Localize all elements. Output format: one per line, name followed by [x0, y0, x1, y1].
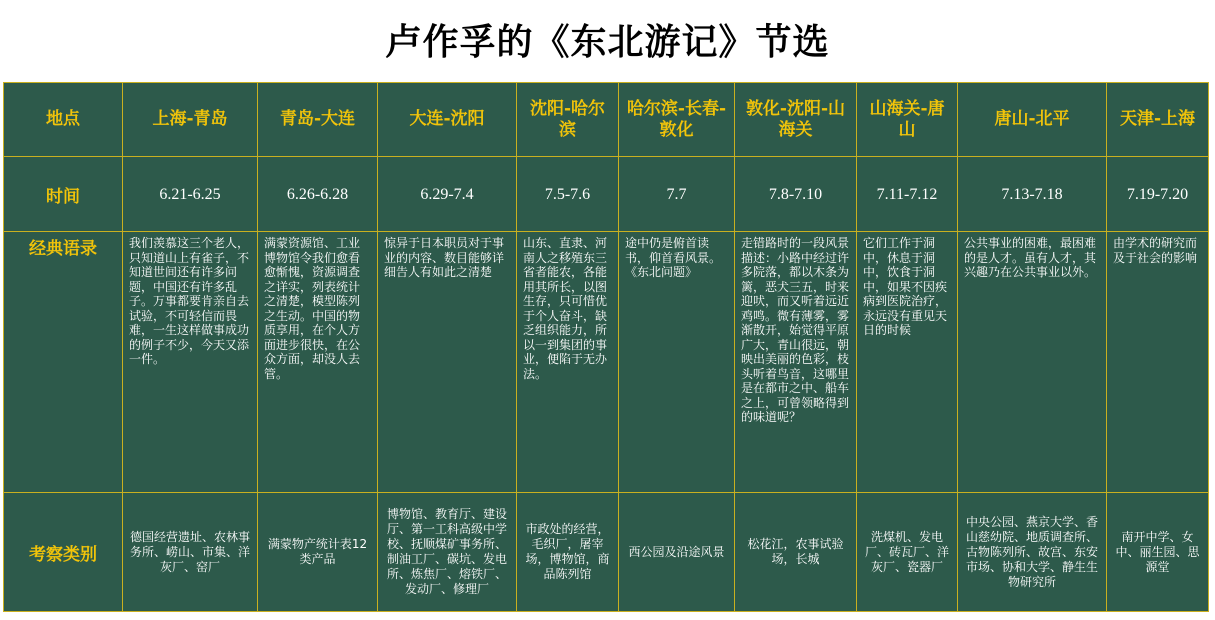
- category-text: 中央公园、燕京大学、香山慈幼院、地质调查所、古物陈列所、故宫、东安市场、协和大学、静生生物研究所: [965, 514, 1098, 589]
- date-range: 6.29-7.4: [420, 186, 474, 203]
- category-text: 博物馆、教育厅、建设厅、第一工科高级中学校、抚顺煤矿事务所、制油工厂、碳坑、发电所、炼焦厂、熔铁厂、发动厂、修理厂: [386, 507, 507, 596]
- quote-text: 由学术的研究而及于社会的影响: [1113, 236, 1198, 265]
- category-cell: [378, 493, 517, 612]
- location-label: 沈阳-哈尔滨: [529, 98, 606, 140]
- quote-cell: [735, 232, 857, 493]
- location-cell: [517, 83, 619, 157]
- page-title: 卢作孚的《东北游记》节选: [385, 22, 830, 63]
- location-cell: [857, 83, 958, 157]
- category-text: 市政处的经营，毛织厂，屠宰场，博物馆，商品陈列馆: [525, 522, 610, 581]
- quote-text: 公共事业的困难，最困难的是人才。虽有人才，其兴趣乃在公共事业以外。: [964, 236, 1097, 279]
- location-cell: [123, 83, 258, 157]
- category-cell: [517, 493, 619, 612]
- date-range: 7.8-7.10: [768, 186, 823, 203]
- quote-cell: [958, 232, 1107, 493]
- row-label: 时间: [46, 186, 80, 206]
- quote-cell: [378, 232, 517, 493]
- category-cell: [958, 493, 1107, 612]
- location-cell: [1107, 83, 1209, 157]
- location-label: 哈尔滨-长春-敦化: [626, 98, 727, 140]
- itinerary-table: [3, 82, 1209, 612]
- date-range: 6.21-6.25: [159, 186, 221, 203]
- category-cell: [1107, 493, 1209, 612]
- quote-text: 山东、直隶、河南人之移殖东三省者能农，各能用其所长，以图生存，只可惜优于个人奋斗，缺乏组织能力，所以一到集团的事业，便陷于无办法。: [523, 236, 608, 381]
- row-label: 地点: [46, 109, 80, 129]
- category-cell: [735, 493, 857, 612]
- time-cell: [1107, 157, 1209, 232]
- category-cell: [857, 493, 958, 612]
- category-text: 洗煤机、发电厂、砖瓦厂、洋灰厂、瓷器厂: [864, 529, 949, 574]
- location-label: 青岛-大连: [279, 109, 356, 129]
- time-cell: [619, 157, 735, 232]
- location-label: 大连-沈阳: [409, 109, 485, 129]
- row-header-categories: [4, 493, 123, 612]
- quote-text: 走错路时的一段风景描述：小路中经过许多院落，都以木条为篱，恶犬三五，时来迎吠，而又听着远近鸡鸣。微有薄雾，雾渐散开，始觉得平原广大，青山很远，朝映出美丽的色彩，枝头听着鸟音，这哪里是在都市之中、船车之上，可曾领略得到的味道呢？: [741, 236, 850, 424]
- quote-text: 途中仍是俯首读书，仰首看风景。《东北问题》: [625, 236, 722, 279]
- quote-cell: [1107, 232, 1209, 493]
- quote-cell: [123, 232, 258, 493]
- time-cell: [517, 157, 619, 232]
- date-range: 7.7: [666, 186, 687, 203]
- category-text: 德国经营遗址、农林事务所、崂山、市集、洋灰厂、窑厂: [129, 529, 250, 574]
- quote-cell: [619, 232, 735, 493]
- quote-text: 我们羡慕这三个老人，只知道山上有雀子，不知道世间还有许多问题，中国还有许多乱子。万事都要肯亲自去试验，不可轻信而畏难，一生这样做事成功的例子不少，今天又添一件。: [129, 236, 250, 366]
- location-label: 敦化-沈阳-山海关: [745, 98, 846, 140]
- quote-cell: [258, 232, 378, 493]
- row-header-time: [4, 157, 123, 232]
- location-cell: [378, 83, 517, 157]
- date-range: 7.13-7.18: [1001, 186, 1063, 203]
- categories-row: [4, 493, 1209, 612]
- location-row: [4, 83, 1209, 157]
- location-label: 天津-上海: [1119, 109, 1196, 129]
- category-cell: [123, 493, 258, 612]
- time-row: [4, 157, 1209, 232]
- location-label: 山海关-唐山: [869, 98, 945, 140]
- category-text: 南开中学、女中、丽生园、思源堂: [1115, 529, 1200, 574]
- category-cell: [619, 493, 735, 612]
- date-range: 7.5-7.6: [544, 186, 591, 203]
- quote-text: 满蒙资源馆、工业博物馆令我们愈看愈惭愧，资源调查之详实，列表统计之清楚，模型陈列之生动。中国的物质享用，在个人方面进步很快，在公众方面，却没人去管。: [264, 236, 361, 381]
- time-cell: [123, 157, 258, 232]
- quote-text: 惊异于日本职员对于事业的内容、数目能够详细告人有如此之清楚: [384, 236, 505, 279]
- time-cell: [857, 157, 958, 232]
- row-label: 经典语录: [29, 239, 97, 259]
- location-cell: [735, 83, 857, 157]
- category-text: 满蒙物产统计表12类产品: [267, 537, 368, 566]
- row-label: 考察类别: [29, 544, 97, 565]
- quote-text: 它们工作于洞中，休息于洞中，饮食于洞中，如果不因疾病到医院治疗，永远没有重见天日的时候: [863, 236, 948, 337]
- time-cell: [958, 157, 1107, 232]
- quotes-row: [4, 232, 1209, 493]
- row-header-quotes: [4, 232, 123, 493]
- location-cell: [619, 83, 735, 157]
- time-cell: [258, 157, 378, 232]
- row-header-location: [4, 83, 123, 157]
- location-label: 上海-青岛: [152, 109, 228, 129]
- date-range: 7.19-7.20: [1126, 186, 1189, 203]
- category-cell: [258, 493, 378, 612]
- category-text: 松花江，农事试验场，长城: [747, 537, 844, 566]
- time-cell: [735, 157, 857, 232]
- location-label: 唐山-北平: [994, 109, 1070, 129]
- location-cell: [958, 83, 1107, 157]
- date-range: 6.26-6.28: [286, 186, 349, 203]
- location-cell: [258, 83, 378, 157]
- time-cell: [378, 157, 517, 232]
- quote-cell: [517, 232, 619, 493]
- category-text: 西公园及沿途风景: [628, 544, 725, 559]
- date-range: 7.11-7.12: [876, 186, 938, 203]
- quote-cell: [857, 232, 958, 493]
